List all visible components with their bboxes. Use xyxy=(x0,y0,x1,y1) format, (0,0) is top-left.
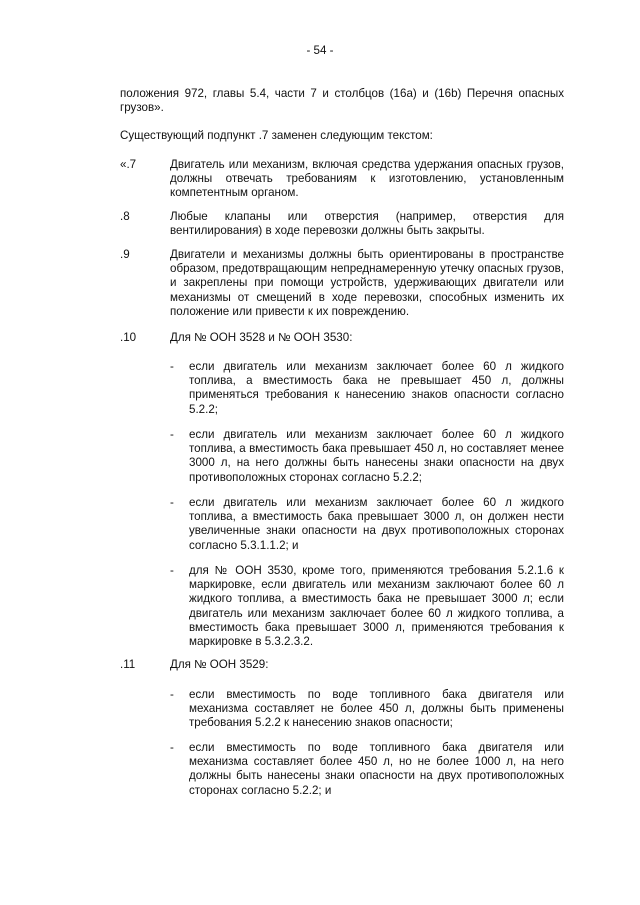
item-text-11: Для № ООН 3529: xyxy=(170,658,269,671)
replacement-note: Существующий подпункт .7 заменен следующим текстом: xyxy=(120,129,433,142)
bullet-marker: - xyxy=(170,428,174,441)
un3528-bullet-2: если двигатель или механизм заключает более 60 л жидкого топлива, а вместимость бака превышает 450 л, но составляет менее 3000 л, на него должны быть нанесены знаки опасности на двух противоположных сторонах согласно 5.2.2; xyxy=(189,428,564,484)
item-number-9: .9 xyxy=(120,248,130,261)
item-number-11: .11 xyxy=(120,658,136,671)
item-text-9: Двигатели и механизмы должны быть ориентированы в пространстве образом, предотвращающим непреднамеренную утечку опасных грузов, и закреплены при помощи устройств, удерживающих двигатели или механизмы от смещений в ходе перевозки, способных изменить их положение или привести к их повреждению. xyxy=(170,248,564,318)
bullet-marker: - xyxy=(170,360,174,373)
item-number-10: .10 xyxy=(120,331,137,344)
item-text-8: Любые клапаны или отверстия (например, отверстия для вентилирования) в ходе перевозки должны быть закрыты. xyxy=(170,210,564,238)
bullet-marker: - xyxy=(170,688,174,701)
un3529-bullet-1: если вместимость по воде топливного бака двигателя или механизма составляет не более 450 л, должны быть применены требования 5.2.2 к нанесению знаков опасности; xyxy=(189,688,564,730)
item-text-7: Двигатель или механизм, включая средства удержания опасных грузов, должны отвечать требованиям к изготовлению, установленным компетентным органом. xyxy=(170,158,564,200)
un3528-bullet-3: если двигатель или механизм заключает более 60 л жидкого топлива, а вместимость бака превышает 3000 л, он должен нести увеличенные знаки опасности на двух противоположных сторонах согласно 5.3.1.1.2; и xyxy=(189,496,564,552)
bullet-marker: - xyxy=(170,564,174,577)
intro-paragraph: положения 972, главы 5.4, части 7 и столбцов (16a) и (16b) Перечня опасных грузов». xyxy=(120,87,564,115)
item-number-7: «.7 xyxy=(120,158,137,171)
un3528-bullet-4: для № ООН 3530, кроме того, применяются требования 5.2.1.6 к маркировке, если двигатель или механизм заключают более 60 л жидкого топлива, а вместимость бака не превышает 3000 л; если двигатель или механизм заключает более 60 л жидкого топлива, а вместимость бака превышает 3000 л, применяются требования к маркировке в 5.3.2.3.2. xyxy=(189,564,564,649)
un3528-bullet-1: если двигатель или механизм заключает более 60 л жидкого топлива, а вместимость бака не превышает 450 л, должны применяться требования к нанесению знаков опасности согласно 5.2.2; xyxy=(189,360,564,416)
un3529-bullet-2: если вместимость по воде топливного бака двигателя или механизма составляет более 450 л, но не более 1000 л, на него должны быть нанесены знаки опасности на двух противоположных сторонах согласно 5.2.2; и xyxy=(189,741,564,797)
item-text-10: Для № ООН 3528 и № ООН 3530: xyxy=(170,331,353,344)
page-number: - 54 - xyxy=(306,44,334,57)
bullet-marker: - xyxy=(170,496,174,509)
item-number-8: .8 xyxy=(120,210,130,223)
bullet-marker: - xyxy=(170,741,174,754)
